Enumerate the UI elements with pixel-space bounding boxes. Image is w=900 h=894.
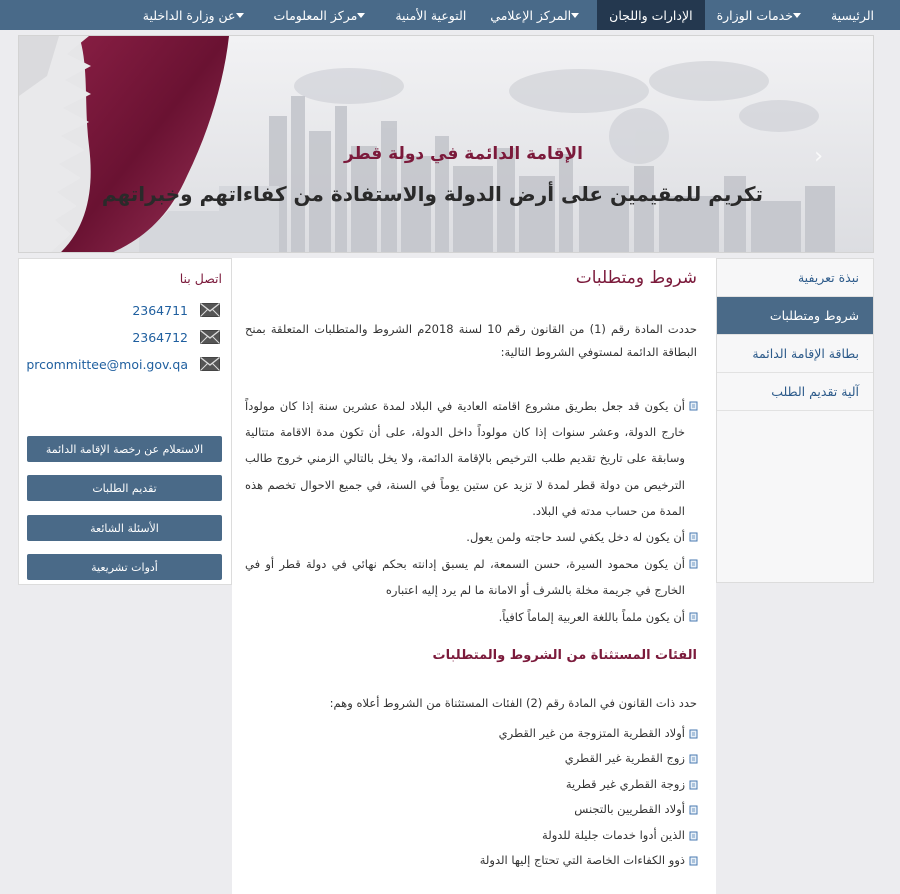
side-menu-item-overview[interactable] [717,259,873,297]
contact-phone-2 [132,328,220,346]
side-menu-item-application-process[interactable] [717,373,873,411]
contact-phone-1 [132,301,220,319]
banner-subtitle: تكريم للمقيمين على أرض الدولة والاستفادة من كفاءاتهم وخبراتهم [101,182,763,206]
list-item: أن يكون ملماً باللغة العربية إلماماً كافياً. [245,604,699,631]
nav-item-label: التوعية الأمنية [395,7,467,23]
document-bullet-icon [689,532,699,542]
top-navigation [0,0,900,30]
envelope-icon [200,303,220,317]
caret-down-icon [236,13,244,18]
exceptions-list [245,721,699,873]
requirements-list [245,393,699,630]
document-bullet-icon [689,559,699,569]
list-item: الذين أدوا خدمات جليلة للدولة [245,823,699,848]
side-menu [716,258,874,583]
list-item: أن يكون محمود السيرة، حسن السمعة، لم يسبق إدانته بحكم نهائي في دولة قطر أو في الخارج في جريمة مخلة بالشرف أو الامانة ما لم يرد إليه اعتباره [245,551,699,604]
document-bullet-icon [689,780,699,790]
document-bullet-icon [689,805,699,815]
envelope-icon [200,330,220,344]
banner-title: الإقامة الدائمة في دولة قطر [343,144,583,164]
list-item: أولاد القطريين بالتجنس [245,797,699,822]
inquiry-license-button[interactable]: الاستعلام عن رخصة الإقامة الدائمة [27,436,222,462]
nav-item-label: الرئيسية [830,7,874,23]
nav-item-about-ministry[interactable] [131,0,262,30]
nav-item-information-center[interactable] [262,0,384,30]
nav-item-departments[interactable] [597,0,704,30]
document-bullet-icon [689,754,699,764]
envelope-icon [200,357,220,371]
nav-item-home[interactable] [819,0,886,30]
document-bullet-icon [689,401,699,411]
intro-paragraph: حددت المادة رقم (1) من القانون رقم 10 لسنة 2018م الشروط والمتطلبات المتعلقة بمنح البطاقة الدائمة لمستوفي الشروط التالية: [245,322,697,359]
list-item: أن يكون قد جعل بطريق مشروع اقامته العادية في البلاد لمدة عشرين سنة إذا كان مولوداً خارج الدولة، وعشر سنوات إذا كان مولوداً داخل الدولة، على أن تكون مدة الاقامة متتالية وسابقة على تاريخ تقديم طلب الترخيص بالإقامة الدائمة، ولا يخل بالتالي الزمني خروج طالب الترخيص من دولة قطر لمدة لا تزيد عن ستين يوماً في السنة، في جميع الاحوال تخصم هذه المدة من حساب مدته في البلاد. [245,393,699,524]
nav-item-label: المركز الإعلامي [490,7,572,23]
hero-banner [18,35,874,253]
caret-down-icon [571,13,579,18]
list-item: أولاد القطرية المتزوجة من غير القطري [245,721,699,746]
nav-item-label: الإدارات واللجان [609,7,693,23]
list-item: زوجة القطري غير قطرية [245,772,699,797]
list-item: زوج القطرية غير القطري [245,746,699,771]
contact-email [26,355,220,373]
email-link[interactable]: prcommittee@moi.gov.qa [26,356,188,372]
nav-item-label: مركز المعلومات [273,7,358,23]
legislative-tools-button[interactable]: أدوات تشريعية [27,554,222,580]
nav-item-label: عن وزارة الداخلية [142,7,236,23]
side-menu-item-label: نبذة تعريفية [797,270,859,285]
side-menu-item-label: بطاقة الإقامة الدائمة [752,346,859,361]
side-menu-item-requirements[interactable] [717,297,873,335]
document-bullet-icon [689,831,699,841]
document-bullet-icon [689,729,699,739]
side-menu-item-label: آلية تقديم الطلب [771,384,859,399]
page-title: شروط ومتطلبات [575,268,697,288]
nav-item-label: خدمات الوزارة [716,7,793,23]
caret-down-icon [357,13,365,18]
phone-number[interactable]: 2364711 [132,302,188,318]
nav-item-media-center[interactable] [478,0,597,30]
document-bullet-icon [689,856,699,866]
faq-button[interactable]: الأسئلة الشائعة [27,515,222,541]
caret-down-icon [793,13,801,18]
list-item: ذوو الكفاءات الخاصة التي تحتاج إليها الدولة [245,848,699,873]
nav-item-security-awareness[interactable] [383,0,478,30]
nav-item-ministry-services[interactable] [705,0,819,30]
exceptions-intro: حدد ذات القانون في المادة رقم (2) الفئات المستثناة من الشروط أعلاه وهم: [329,696,697,710]
exceptions-heading: الفئات المستثناة من الشروط والمتطلبات [432,648,697,663]
list-item: أن يكون له دخل يكفي لسد حاجته ولمن يعول. [245,524,699,551]
side-menu-item-label: شروط ومتطلبات [769,308,859,323]
chevron-right-icon[interactable]: › [814,144,823,169]
submit-applications-button[interactable]: تقديم الطلبات [27,475,222,501]
side-menu-item-residency-card[interactable] [717,335,873,373]
phone-number[interactable]: 2364712 [132,329,188,345]
main-content [232,258,716,894]
document-bullet-icon [689,612,699,622]
contact-panel [18,258,232,585]
contact-heading: اتصل بنا [179,271,222,286]
